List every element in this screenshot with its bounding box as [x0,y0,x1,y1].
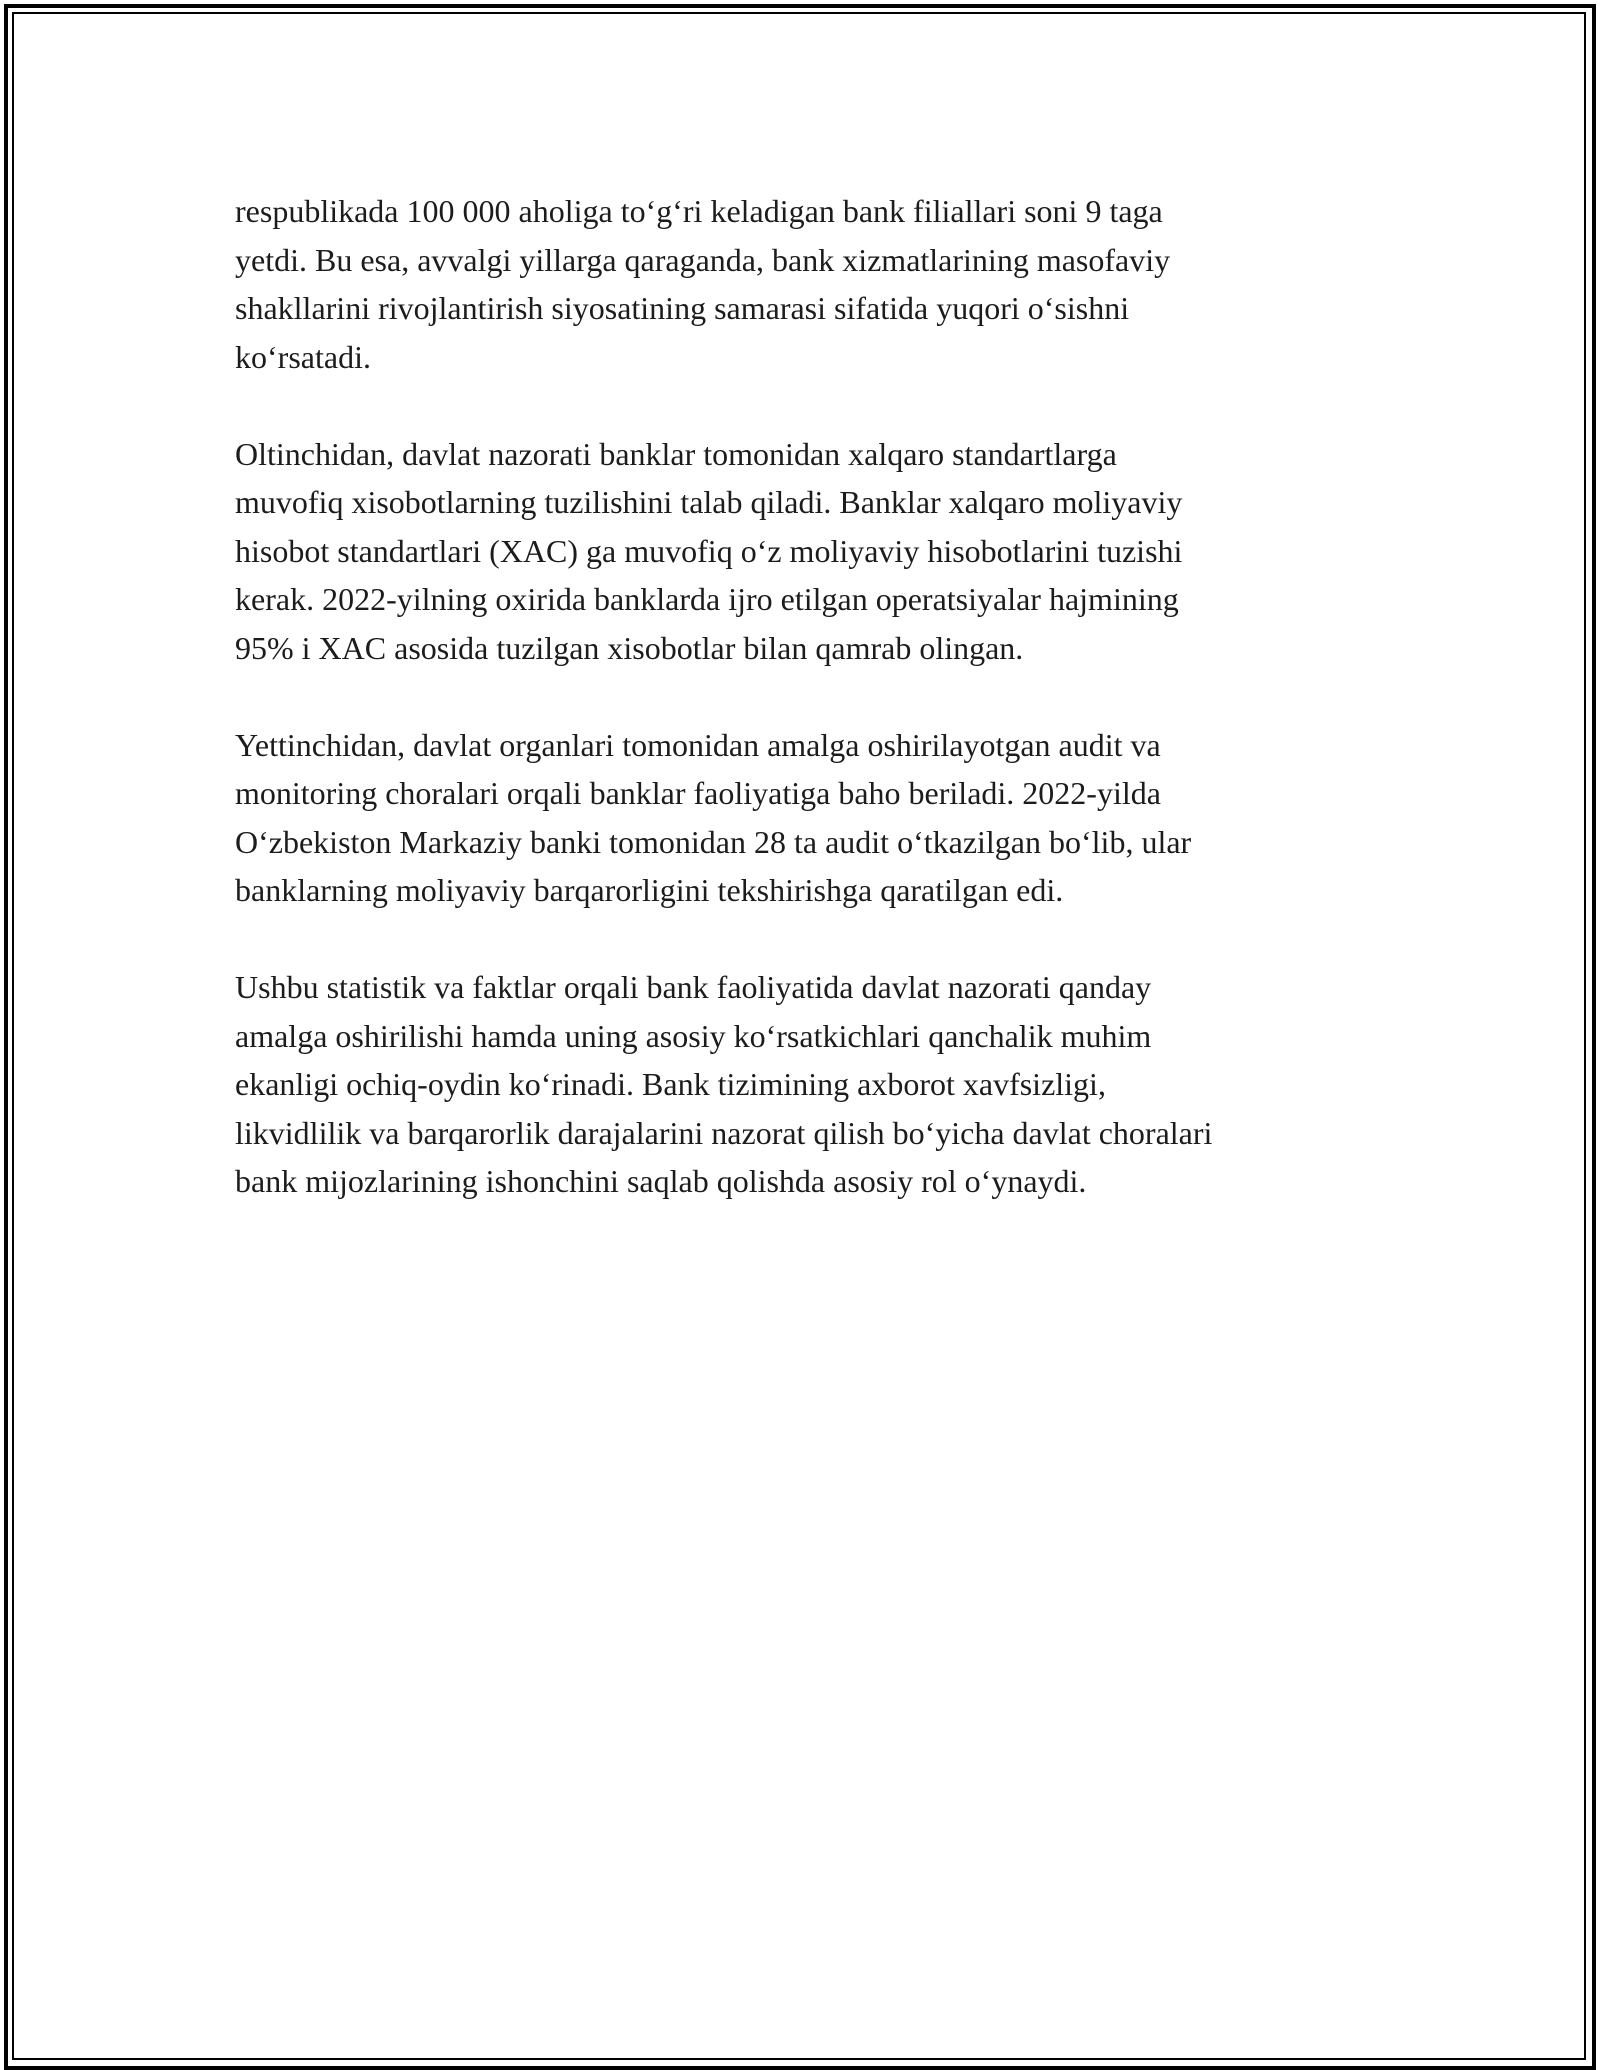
paragraph-1: respublikada 100 000 aholiga toʻgʻri keladigan bank filiallari soni 9 taga yetdi. Bu esa, avvalgi yillarga qaraganda, bank xizmatlarining masofaviy shakllarini rivojlantirish siyosatining samarasi sifatida yuqori oʻsishni koʻrsatadi. [235,193,1171,375]
paragraph-4: Ushbu statistik va faktlar orqali bank faoliyatida davlat nazorati qanday amalga oshirilishi hamda uning asosiy koʻrsatkichlari qanchalik muhim ekanligi ochiq-oydin koʻrinadi. Bank tizimining axborot xavfsizligi, likvidlilik va barqarorlik darajalarini nazorat qilish boʻyicha davlat choralari bank mijozlarining ishonchini saqlab qolishda asosiy rol oʻynaydi. [235,969,1213,1199]
document-body [235,187,1365,1254]
paragraph-2: Oltinchidan, davlat nazorati banklar tomonidan xalqaro standartlarga muvofiq xisobotlarning tuzilishini talab qiladi. Banklar xalqaro moliyaviy hisobot standartlari (XAC) ga muvofiq oʻz moliyaviy hisobotlarini tuzishi kerak. 2022-yilning oxirida banklarda ijro etilgan operatsiyalar hajmining 95% i XAC asosida tuzilgan xisobotlar bilan qamrab olingan. [235,435,1183,666]
paragraph-3: Yettinchidan, davlat organlari tomonidan amalga oshirilayotgan audit va monitoring choralari orqali banklar faoliyatiga baho beriladi. 2022-yilda Oʻzbekiston Markaziy banki tomonidan 28 ta audit oʻtkazilgan boʻlib, ular banklarning moliyaviy barqarorligini tekshirishga qaratilgan edi. [235,726,1192,908]
